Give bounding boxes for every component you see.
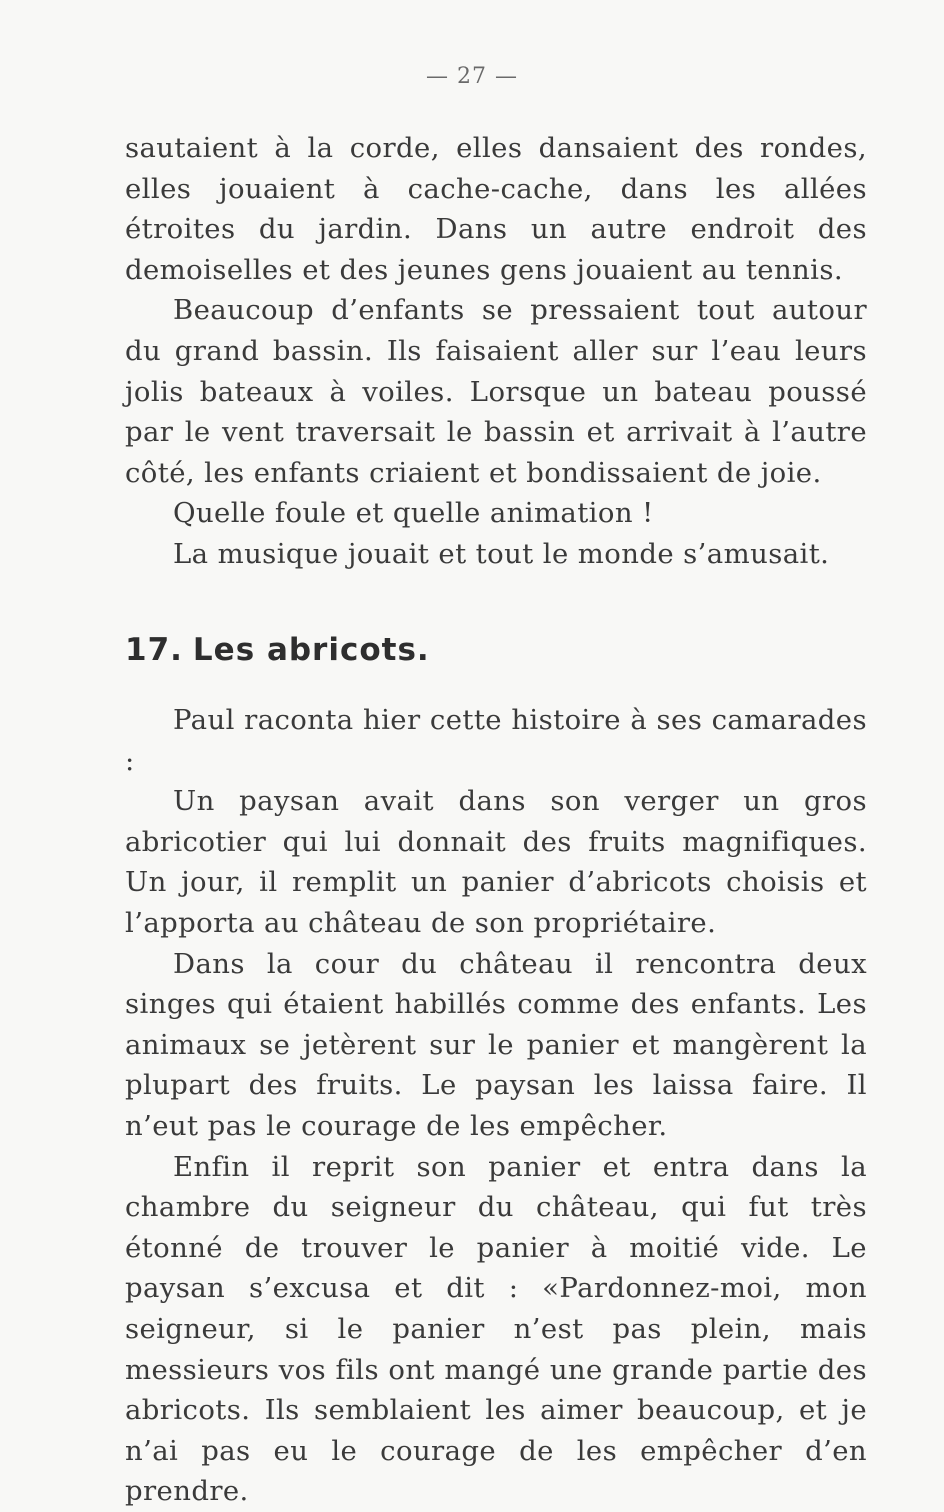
continued-text: [125, 128, 867, 575]
section-heading: [125, 632, 430, 668]
paragraph: Quelle foule et quelle animation !: [173, 497, 654, 530]
paragraph: Dans la cour du château il rencontra deux singes qui étaient habillés comme des enfants. Les animaux se jetèrent sur le panier et mangèrent la plupart des fruits. Le paysan les laissa faire. Il n’eut pas le courage de les empêcher.: [125, 947, 867, 1142]
page-number: — 27 —: [426, 64, 518, 89]
section-title: Les abricots.: [192, 632, 430, 668]
paragraph: Beaucoup d’enfants se pressaient tout autour du grand bassin. Ils faisaient aller sur l’eau leurs jolis bateaux à voiles. Lorsque un bateau poussé par le vent traversait le bassin et arrivait à l’autre côté, les enfants criaient et bondissaient de joie.: [125, 294, 867, 489]
paragraph: Enfin il reprit son panier et entra dans la chambre du seigneur du château, qui fut très étonné de trouver le panier à moitié vide. Le paysan s’excusa et dit : «Pardonnez-moi, mon seigneur, si le panier n’est pas plein, mais messieurs vos fils ont mangé une grande partie des abricots. Ils semblaient les aimer beaucoup, et je n’ai pas eu le courage de les empêcher d’en prendre.: [125, 1150, 867, 1508]
section-number: 17.: [125, 632, 183, 668]
section-text: [125, 700, 867, 1512]
paragraph: La musique jouait et tout le monde s’amusait.: [173, 537, 830, 570]
paragraph: Paul raconta hier cette histoire à ses camarades :: [125, 704, 867, 777]
paragraph: sautaient à la corde, elles dansaient des rondes, elles jouaient à cache-cache, dans les allées étroites du jardin. Dans un autre endroit des demoiselles et des jeunes gens jouaient au tennis.: [125, 132, 867, 286]
paragraph: Un paysan avait dans son verger un gros abricotier qui lui donnait des fruits magnifiques. Un jour, il remplit un panier d’abricots choisis et l’apporta au château de son propriétaire.: [125, 785, 867, 939]
